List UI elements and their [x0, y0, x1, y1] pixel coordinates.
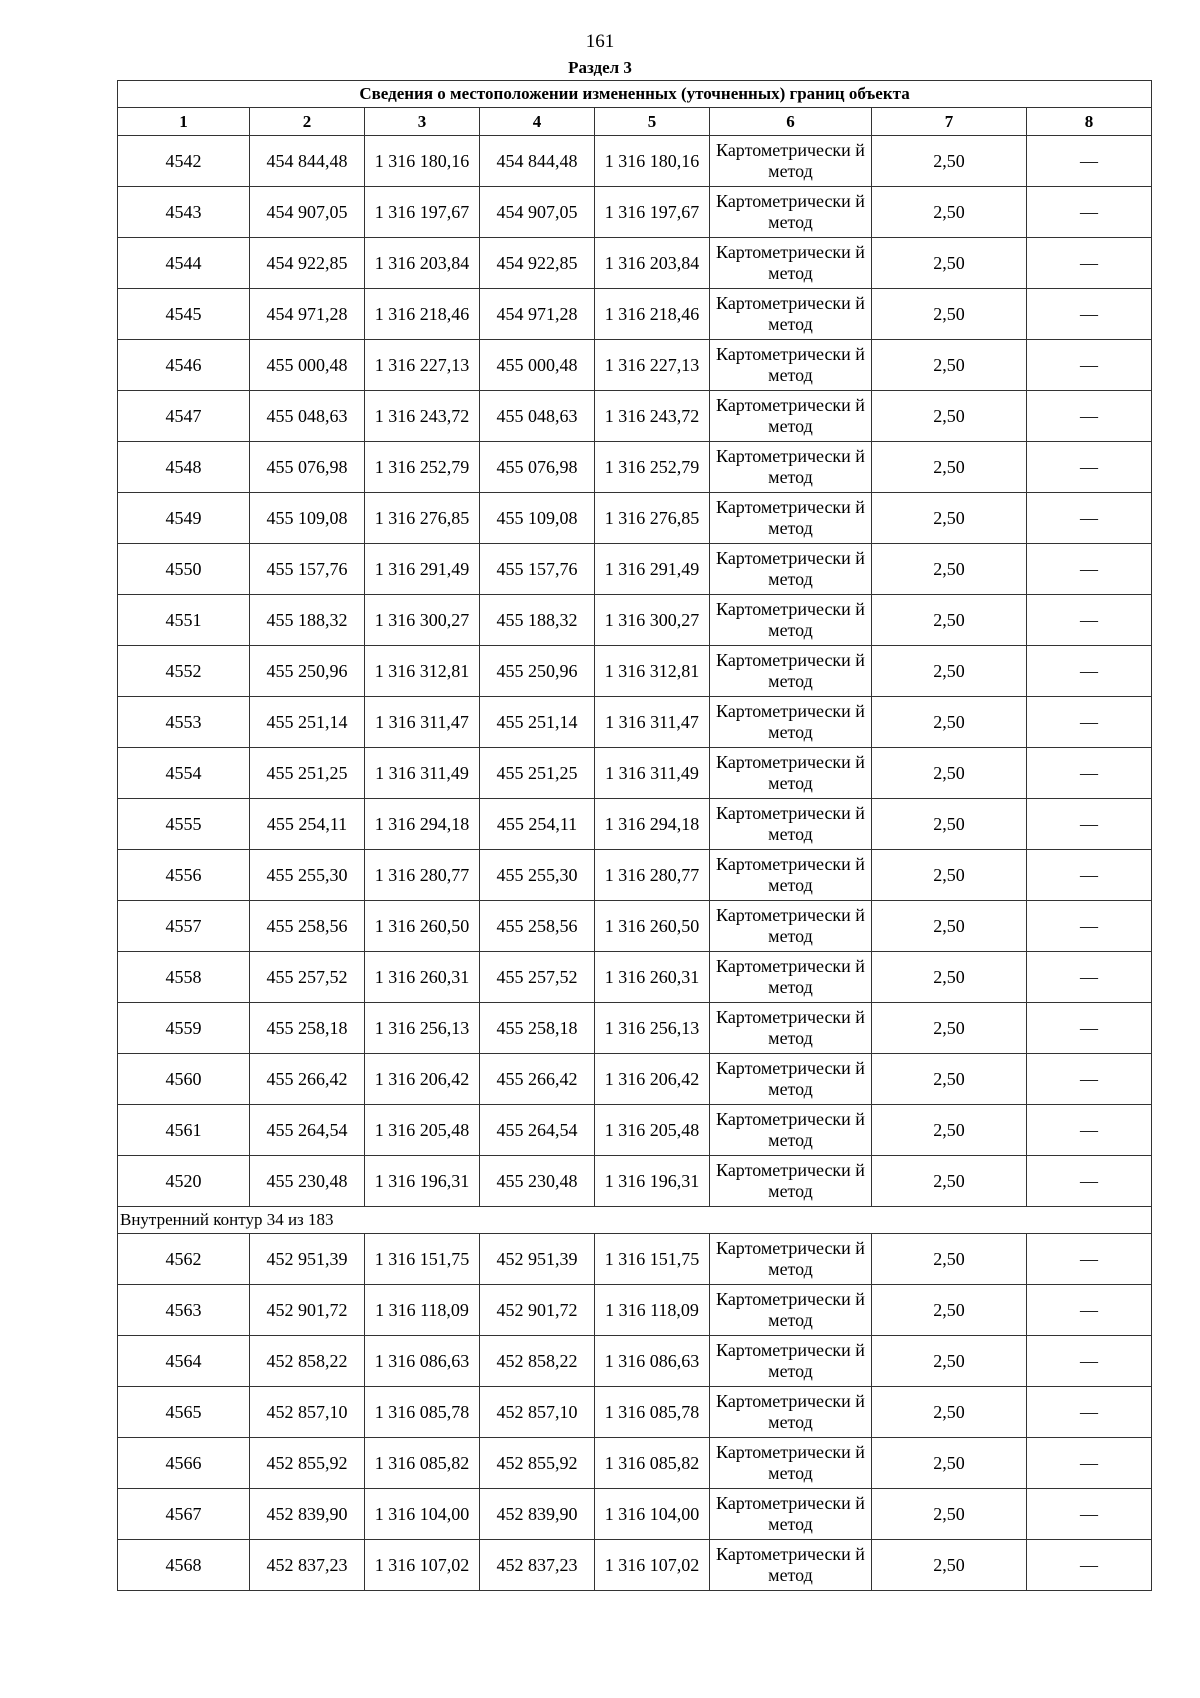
cell-x-new: 454 907,05 — [480, 187, 595, 238]
cell-point-number: 4561 — [118, 1105, 250, 1156]
table-row — [118, 136, 1152, 187]
cell-point-number: 4562 — [118, 1234, 250, 1285]
cell-description: — — [1027, 442, 1152, 493]
cell-method: Картометрически й метод — [710, 799, 872, 850]
cell-description: — — [1027, 1438, 1152, 1489]
table-row — [118, 748, 1152, 799]
cell-method: Картометрически й метод — [710, 1540, 872, 1591]
cell-description: — — [1027, 289, 1152, 340]
cell-accuracy: 2,50 — [872, 238, 1027, 289]
cell-y-new: 1 316 218,46 — [595, 289, 710, 340]
cell-y-new: 1 316 180,16 — [595, 136, 710, 187]
cell-y-existing: 1 316 085,82 — [365, 1438, 480, 1489]
cell-method: Картометрически й метод — [710, 1156, 872, 1207]
column-number-8: 8 — [1027, 108, 1152, 136]
cell-method: Картометрически й метод — [710, 1438, 872, 1489]
cell-x-existing: 455 048,63 — [250, 391, 365, 442]
contour-section-label: Внутренний контур 34 из 183 — [118, 1207, 1152, 1234]
cell-y-new: 1 316 086,63 — [595, 1336, 710, 1387]
cell-x-new: 454 922,85 — [480, 238, 595, 289]
contour-section-row — [118, 1207, 1152, 1234]
cell-accuracy: 2,50 — [872, 1438, 1027, 1489]
cell-method: Картометрически й метод — [710, 1054, 872, 1105]
cell-x-existing: 452 857,10 — [250, 1387, 365, 1438]
cell-point-number: 4553 — [118, 697, 250, 748]
cell-y-existing: 1 316 311,49 — [365, 748, 480, 799]
cell-accuracy: 2,50 — [872, 646, 1027, 697]
cell-point-number: 4542 — [118, 136, 250, 187]
cell-point-number: 4546 — [118, 340, 250, 391]
cell-accuracy: 2,50 — [872, 748, 1027, 799]
cell-accuracy: 2,50 — [872, 544, 1027, 595]
cell-x-new: 454 844,48 — [480, 136, 595, 187]
cell-method: Картометрически й метод — [710, 1003, 872, 1054]
cell-method: Картометрически й метод — [710, 238, 872, 289]
cell-x-new: 455 230,48 — [480, 1156, 595, 1207]
table-row — [118, 544, 1152, 595]
cell-y-new: 1 316 256,13 — [595, 1003, 710, 1054]
cell-x-new: 455 258,56 — [480, 901, 595, 952]
cell-accuracy: 2,50 — [872, 1054, 1027, 1105]
cell-method: Картометрически й метод — [710, 136, 872, 187]
cell-y-existing: 1 316 118,09 — [365, 1285, 480, 1336]
column-number-3: 3 — [365, 108, 480, 136]
cell-x-existing: 455 264,54 — [250, 1105, 365, 1156]
cell-method: Картометрически й метод — [710, 1234, 872, 1285]
cell-method: Картометрически й метод — [710, 391, 872, 442]
table-row — [118, 901, 1152, 952]
cell-method: Картометрически й метод — [710, 187, 872, 238]
cell-y-new: 1 316 197,67 — [595, 187, 710, 238]
cell-x-new: 455 251,25 — [480, 748, 595, 799]
cell-point-number: 4556 — [118, 850, 250, 901]
cell-x-existing: 452 855,92 — [250, 1438, 365, 1489]
cell-x-new: 455 076,98 — [480, 442, 595, 493]
cell-accuracy: 2,50 — [872, 493, 1027, 544]
cell-point-number: 4564 — [118, 1336, 250, 1387]
cell-x-existing: 455 250,96 — [250, 646, 365, 697]
cell-y-new: 1 316 291,49 — [595, 544, 710, 595]
cell-description: — — [1027, 340, 1152, 391]
cell-x-new: 455 048,63 — [480, 391, 595, 442]
cell-accuracy: 2,50 — [872, 391, 1027, 442]
cell-description: — — [1027, 187, 1152, 238]
column-number-1: 1 — [118, 108, 250, 136]
cell-point-number: 4547 — [118, 391, 250, 442]
cell-x-new: 455 109,08 — [480, 493, 595, 544]
cell-point-number: 4549 — [118, 493, 250, 544]
cell-description: — — [1027, 493, 1152, 544]
cell-description: — — [1027, 646, 1152, 697]
cell-x-new: 452 951,39 — [480, 1234, 595, 1285]
table-row — [118, 1285, 1152, 1336]
cell-accuracy: 2,50 — [872, 136, 1027, 187]
cell-description: — — [1027, 1489, 1152, 1540]
cell-y-new: 1 316 252,79 — [595, 442, 710, 493]
cell-point-number: 4554 — [118, 748, 250, 799]
table-row — [118, 595, 1152, 646]
cell-point-number: 4544 — [118, 238, 250, 289]
cell-description: — — [1027, 1336, 1152, 1387]
cell-description: — — [1027, 544, 1152, 595]
cell-x-new: 455 250,96 — [480, 646, 595, 697]
cell-accuracy: 2,50 — [872, 1156, 1027, 1207]
cell-method: Картометрически й метод — [710, 901, 872, 952]
table-row — [118, 1387, 1152, 1438]
cell-accuracy: 2,50 — [872, 850, 1027, 901]
cell-method: Картометрически й метод — [710, 1489, 872, 1540]
cell-y-new: 1 316 243,72 — [595, 391, 710, 442]
table-title: Сведения о местоположении измененных (уточненных) границ объекта — [118, 81, 1152, 108]
cell-y-existing: 1 316 085,78 — [365, 1387, 480, 1438]
cell-y-existing: 1 316 104,00 — [365, 1489, 480, 1540]
cell-x-new: 452 901,72 — [480, 1285, 595, 1336]
cell-x-existing: 455 254,11 — [250, 799, 365, 850]
table-row — [118, 799, 1152, 850]
cell-point-number: 4568 — [118, 1540, 250, 1591]
cell-x-new: 454 971,28 — [480, 289, 595, 340]
cell-x-new: 452 837,23 — [480, 1540, 595, 1591]
cell-point-number: 4559 — [118, 1003, 250, 1054]
table-row — [118, 850, 1152, 901]
cell-description: — — [1027, 799, 1152, 850]
cell-point-number: 4551 — [118, 595, 250, 646]
cell-method: Картометрически й метод — [710, 289, 872, 340]
cell-x-new: 452 839,90 — [480, 1489, 595, 1540]
cell-x-existing: 454 971,28 — [250, 289, 365, 340]
cell-point-number: 4565 — [118, 1387, 250, 1438]
page-number: 161 — [585, 31, 615, 52]
cell-accuracy: 2,50 — [872, 697, 1027, 748]
table-row — [118, 1336, 1152, 1387]
cell-x-existing: 455 109,08 — [250, 493, 365, 544]
cell-y-existing: 1 316 151,75 — [365, 1234, 480, 1285]
cell-description: — — [1027, 1387, 1152, 1438]
cell-y-existing: 1 316 256,13 — [365, 1003, 480, 1054]
cell-y-new: 1 316 118,09 — [595, 1285, 710, 1336]
cell-x-existing: 455 230,48 — [250, 1156, 365, 1207]
cell-description: — — [1027, 1054, 1152, 1105]
cell-x-existing: 455 000,48 — [250, 340, 365, 391]
cell-point-number: 4558 — [118, 952, 250, 1003]
cell-accuracy: 2,50 — [872, 289, 1027, 340]
cell-description: — — [1027, 901, 1152, 952]
section-title: Раздел 3 — [568, 58, 632, 77]
table-body — [118, 136, 1152, 1591]
cell-y-existing: 1 316 203,84 — [365, 238, 480, 289]
cell-method: Картометрически й метод — [710, 697, 872, 748]
cell-method: Картометрически й метод — [710, 442, 872, 493]
cell-y-new: 1 316 276,85 — [595, 493, 710, 544]
cell-y-new: 1 316 300,27 — [595, 595, 710, 646]
cell-y-new: 1 316 205,48 — [595, 1105, 710, 1156]
cell-y-existing: 1 316 205,48 — [365, 1105, 480, 1156]
cell-description: — — [1027, 1156, 1152, 1207]
cell-accuracy: 2,50 — [872, 1489, 1027, 1540]
cell-x-existing: 454 922,85 — [250, 238, 365, 289]
cell-x-new: 455 188,32 — [480, 595, 595, 646]
table-row — [118, 493, 1152, 544]
table-row — [118, 1438, 1152, 1489]
table-row — [118, 1489, 1152, 1540]
cell-y-existing: 1 316 294,18 — [365, 799, 480, 850]
cell-y-new: 1 316 311,47 — [595, 697, 710, 748]
cell-x-new: 452 858,22 — [480, 1336, 595, 1387]
cell-x-new: 455 264,54 — [480, 1105, 595, 1156]
cell-x-existing: 455 257,52 — [250, 952, 365, 1003]
cell-x-existing: 454 907,05 — [250, 187, 365, 238]
table-row — [118, 442, 1152, 493]
cell-description: — — [1027, 1234, 1152, 1285]
cell-y-existing: 1 316 180,16 — [365, 136, 480, 187]
cell-y-new: 1 316 280,77 — [595, 850, 710, 901]
cell-accuracy: 2,50 — [872, 1003, 1027, 1054]
cell-x-existing: 455 157,76 — [250, 544, 365, 595]
cell-description: — — [1027, 748, 1152, 799]
table-row — [118, 697, 1152, 748]
cell-description: — — [1027, 1285, 1152, 1336]
cell-point-number: 4557 — [118, 901, 250, 952]
cell-accuracy: 2,50 — [872, 595, 1027, 646]
table-row — [118, 1054, 1152, 1105]
column-number-4: 4 — [480, 108, 595, 136]
cell-point-number: 4566 — [118, 1438, 250, 1489]
table-row — [118, 1156, 1152, 1207]
cell-y-existing: 1 316 311,47 — [365, 697, 480, 748]
cell-y-new: 1 316 151,75 — [595, 1234, 710, 1285]
cell-x-existing: 455 258,18 — [250, 1003, 365, 1054]
cell-y-existing: 1 316 276,85 — [365, 493, 480, 544]
cell-x-new: 455 251,14 — [480, 697, 595, 748]
table-row — [118, 1003, 1152, 1054]
table-row — [118, 646, 1152, 697]
cell-x-new: 455 258,18 — [480, 1003, 595, 1054]
cell-method: Картометрически й метод — [710, 1285, 872, 1336]
cell-x-existing: 455 258,56 — [250, 901, 365, 952]
cell-y-new: 1 316 260,50 — [595, 901, 710, 952]
column-number-6: 6 — [710, 108, 872, 136]
cell-y-new: 1 316 311,49 — [595, 748, 710, 799]
cell-y-new: 1 316 260,31 — [595, 952, 710, 1003]
cell-accuracy: 2,50 — [872, 1285, 1027, 1336]
boundary-table — [117, 80, 1152, 1591]
column-number-7: 7 — [872, 108, 1027, 136]
cell-description: — — [1027, 391, 1152, 442]
table-row — [118, 391, 1152, 442]
cell-method: Картометрически й метод — [710, 850, 872, 901]
cell-point-number: 4555 — [118, 799, 250, 850]
cell-accuracy: 2,50 — [872, 1540, 1027, 1591]
cell-method: Картометрически й метод — [710, 646, 872, 697]
cell-point-number: 4543 — [118, 187, 250, 238]
cell-x-existing: 452 839,90 — [250, 1489, 365, 1540]
cell-accuracy: 2,50 — [872, 1336, 1027, 1387]
cell-x-existing: 452 837,23 — [250, 1540, 365, 1591]
cell-method: Картометрически й метод — [710, 1387, 872, 1438]
cell-method: Картометрически й метод — [710, 544, 872, 595]
cell-point-number: 4560 — [118, 1054, 250, 1105]
cell-description: — — [1027, 850, 1152, 901]
cell-point-number: 4552 — [118, 646, 250, 697]
cell-x-new: 455 254,11 — [480, 799, 595, 850]
cell-accuracy: 2,50 — [872, 799, 1027, 850]
cell-y-existing: 1 316 260,50 — [365, 901, 480, 952]
table-row — [118, 238, 1152, 289]
cell-description: — — [1027, 1105, 1152, 1156]
cell-point-number: 4567 — [118, 1489, 250, 1540]
cell-y-new: 1 316 104,00 — [595, 1489, 710, 1540]
cell-y-existing: 1 316 196,31 — [365, 1156, 480, 1207]
cell-accuracy: 2,50 — [872, 952, 1027, 1003]
cell-accuracy: 2,50 — [872, 1105, 1027, 1156]
cell-y-existing: 1 316 086,63 — [365, 1336, 480, 1387]
cell-y-existing: 1 316 243,72 — [365, 391, 480, 442]
cell-y-new: 1 316 196,31 — [595, 1156, 710, 1207]
table-row — [118, 1105, 1152, 1156]
cell-y-existing: 1 316 197,67 — [365, 187, 480, 238]
cell-description: — — [1027, 1540, 1152, 1591]
cell-y-existing: 1 316 252,79 — [365, 442, 480, 493]
cell-accuracy: 2,50 — [872, 901, 1027, 952]
table-row — [118, 952, 1152, 1003]
table-row — [118, 340, 1152, 391]
cell-x-existing: 455 188,32 — [250, 595, 365, 646]
cell-x-existing: 455 255,30 — [250, 850, 365, 901]
cell-method: Картометрически й метод — [710, 595, 872, 646]
cell-accuracy: 2,50 — [872, 187, 1027, 238]
cell-x-new: 452 857,10 — [480, 1387, 595, 1438]
cell-y-new: 1 316 107,02 — [595, 1540, 710, 1591]
column-number-2: 2 — [250, 108, 365, 136]
cell-x-existing: 452 858,22 — [250, 1336, 365, 1387]
table-row — [118, 1234, 1152, 1285]
cell-x-existing: 454 844,48 — [250, 136, 365, 187]
cell-description: — — [1027, 595, 1152, 646]
cell-accuracy: 2,50 — [872, 1387, 1027, 1438]
cell-y-new: 1 316 085,78 — [595, 1387, 710, 1438]
cell-x-new: 455 266,42 — [480, 1054, 595, 1105]
cell-description: — — [1027, 238, 1152, 289]
cell-x-new: 455 157,76 — [480, 544, 595, 595]
cell-method: Картометрически й метод — [710, 748, 872, 799]
cell-x-new: 452 855,92 — [480, 1438, 595, 1489]
cell-y-existing: 1 316 291,49 — [365, 544, 480, 595]
cell-accuracy: 2,50 — [872, 442, 1027, 493]
cell-method: Картометрически й метод — [710, 1105, 872, 1156]
cell-description: — — [1027, 136, 1152, 187]
cell-method: Картометрически й метод — [710, 952, 872, 1003]
column-number-row — [118, 108, 1152, 136]
cell-method: Картометрически й метод — [710, 493, 872, 544]
cell-x-existing: 455 251,14 — [250, 697, 365, 748]
column-number-5: 5 — [595, 108, 710, 136]
cell-x-existing: 455 076,98 — [250, 442, 365, 493]
cell-x-existing: 455 251,25 — [250, 748, 365, 799]
cell-description: — — [1027, 1003, 1152, 1054]
table-row — [118, 187, 1152, 238]
cell-y-new: 1 316 206,42 — [595, 1054, 710, 1105]
table-row — [118, 289, 1152, 340]
cell-y-existing: 1 316 280,77 — [365, 850, 480, 901]
cell-x-new: 455 257,52 — [480, 952, 595, 1003]
cell-method: Картометрически й метод — [710, 1336, 872, 1387]
cell-y-existing: 1 316 312,81 — [365, 646, 480, 697]
cell-accuracy: 2,50 — [872, 1234, 1027, 1285]
cell-x-existing: 455 266,42 — [250, 1054, 365, 1105]
cell-accuracy: 2,50 — [872, 340, 1027, 391]
table-row — [118, 1540, 1152, 1591]
cell-x-existing: 452 901,72 — [250, 1285, 365, 1336]
cell-y-new: 1 316 227,13 — [595, 340, 710, 391]
cell-description: — — [1027, 952, 1152, 1003]
cell-y-new: 1 316 085,82 — [595, 1438, 710, 1489]
cell-y-new: 1 316 203,84 — [595, 238, 710, 289]
cell-point-number: 4520 — [118, 1156, 250, 1207]
cell-y-existing: 1 316 206,42 — [365, 1054, 480, 1105]
cell-y-existing: 1 316 260,31 — [365, 952, 480, 1003]
cell-y-existing: 1 316 227,13 — [365, 340, 480, 391]
cell-y-existing: 1 316 218,46 — [365, 289, 480, 340]
cell-y-existing: 1 316 300,27 — [365, 595, 480, 646]
cell-y-new: 1 316 294,18 — [595, 799, 710, 850]
cell-point-number: 4545 — [118, 289, 250, 340]
cell-method: Картометрически й метод — [710, 340, 872, 391]
cell-description: — — [1027, 697, 1152, 748]
cell-point-number: 4548 — [118, 442, 250, 493]
cell-x-new: 455 000,48 — [480, 340, 595, 391]
cell-x-new: 455 255,30 — [480, 850, 595, 901]
cell-y-existing: 1 316 107,02 — [365, 1540, 480, 1591]
cell-x-existing: 452 951,39 — [250, 1234, 365, 1285]
cell-y-new: 1 316 312,81 — [595, 646, 710, 697]
cell-point-number: 4563 — [118, 1285, 250, 1336]
cell-point-number: 4550 — [118, 544, 250, 595]
